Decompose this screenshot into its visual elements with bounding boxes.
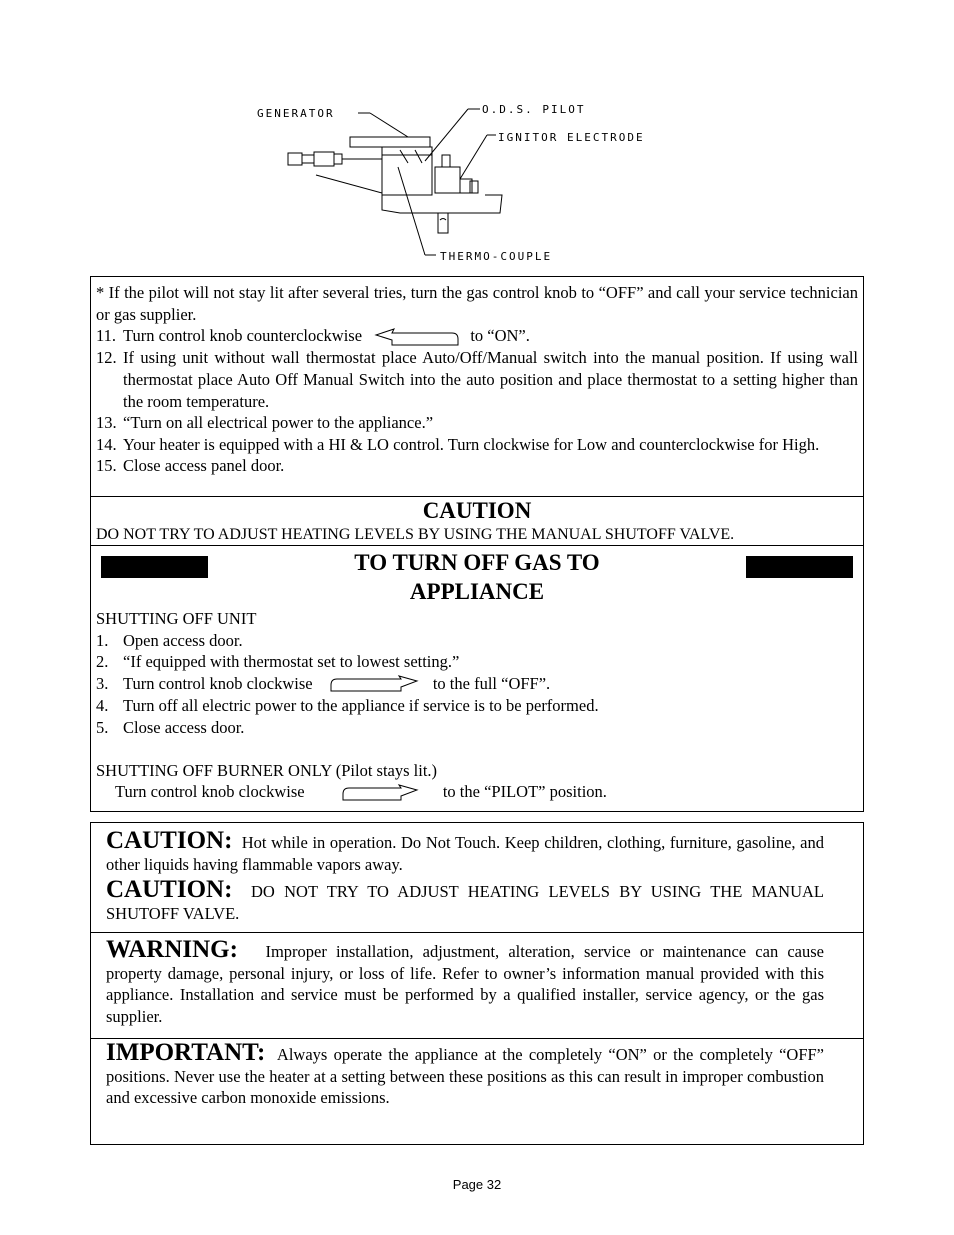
list-item xyxy=(96,651,858,673)
step-number: 15. xyxy=(96,456,117,476)
step-text: “Turn on all electrical power to the appliance.” xyxy=(123,413,434,433)
step-number: 5. xyxy=(96,717,109,737)
step-number: 1. xyxy=(96,630,109,650)
list-item xyxy=(96,325,858,347)
step-text: Close access door. xyxy=(123,717,245,737)
step-number: 12. xyxy=(96,348,117,368)
generator-label: GENERATOR xyxy=(257,107,335,120)
caution-label: CAUTION: xyxy=(106,827,233,854)
caution-hot-section xyxy=(106,827,824,875)
step-number: 11. xyxy=(96,326,117,346)
caution-text: DO NOT TRY TO ADJUST HEATING LEVELS BY USING THE MANUAL SHUTOFF VALVE. xyxy=(96,526,735,543)
list-item xyxy=(96,434,858,456)
turn-off-title-line1: TO TURN OFF GAS TO xyxy=(354,550,600,575)
turn-off-title-line2: APPLIANCE xyxy=(409,579,545,604)
step-number: 13. xyxy=(96,413,117,433)
warning-section xyxy=(106,936,825,1027)
burner-only-instruction: Turn control knob clockwise to the “PILOT” position. xyxy=(96,781,858,803)
step-text: Turn control knob clockwise xyxy=(123,673,313,693)
step-text: Close access panel door. xyxy=(123,456,285,476)
step-text: “If equipped with thermostat set to lowest setting.” xyxy=(123,652,460,672)
step-number: 4. xyxy=(96,696,109,715)
black-bar-left xyxy=(101,556,208,578)
step-number: 3. xyxy=(96,673,109,693)
turn-off-gas-box xyxy=(90,545,864,812)
list-item xyxy=(96,412,858,434)
pilot-assembly-diagram xyxy=(250,95,700,267)
caution-label: CAUTION: xyxy=(106,876,233,903)
clockwise-arrow-icon xyxy=(329,675,421,695)
step-number: 14. xyxy=(96,434,117,454)
warning-text: Improper installation, adjustment, alteration, service or maintenance can cause property damage, personal injury, or loss of life. Refer to owner’s information manual provided with this appliance. Installation and service must be performed by a qualified installer, service agency, or the gas supplier. xyxy=(106,942,825,1026)
page-number: Page 32 xyxy=(452,1177,502,1192)
step-text: Your heater is equipped with a HI & LO control. Turn clockwise for Low and counterclockwise for High. xyxy=(123,434,820,454)
pilot-instructions-box xyxy=(90,276,864,497)
counterclockwise-arrow-icon xyxy=(372,327,460,347)
step-text: If using unit without wall thermostat place Auto/Off/Manual switch into the manual position. If using wall thermostat place Auto Off Manual Switch into the auto position and place thermostat to a setting higher than the room temperature. xyxy=(123,348,858,411)
step-text: to “ON”. xyxy=(470,326,530,346)
list-item xyxy=(96,630,858,652)
list-item xyxy=(96,673,858,695)
step-number: 2. xyxy=(96,652,109,672)
ods-pilot-label: O.D.S. PILOT xyxy=(482,103,586,116)
important-section xyxy=(106,1039,825,1109)
caution-adjust-section xyxy=(106,876,825,924)
pilot-steps-list xyxy=(96,325,858,477)
list-item xyxy=(96,717,858,739)
pilot-note: * If the pilot will not stay lit after several tries, turn the gas control knob to “OFF” and call your service technician or gas supplier. xyxy=(96,283,858,324)
black-bar-right xyxy=(746,556,853,578)
turn-off-steps-list xyxy=(96,630,858,739)
caution-adjust-text: DO NOT TRY TO ADJUST HEATING LEVELS BY USING THE MANUAL SHUTOFF VALVE. xyxy=(106,882,825,923)
important-label: IMPORTANT: xyxy=(106,1039,266,1066)
list-item xyxy=(96,455,858,477)
list-item xyxy=(96,695,858,717)
thermocouple-label: THERMO-COUPLE xyxy=(440,250,553,263)
caution-title: CAUTION xyxy=(422,498,532,523)
warning-label: WARNING: xyxy=(106,936,238,963)
step-text: Turn off all electric power to the appliance if service is to be performed. xyxy=(123,696,599,715)
step-text: Open access door. xyxy=(123,630,243,650)
list-item xyxy=(96,347,858,412)
shutting-off-unit-heading: SHUTTING OFF UNIT xyxy=(96,609,257,628)
burner-only-heading: SHUTTING OFF BURNER ONLY (Pilot stays lit.) xyxy=(96,760,438,780)
caution-hot-text: Hot while in operation. Do Not Touch. Keep children, clothing, furniture, gasoline, and other liquids having flammable vapors away. xyxy=(106,833,824,874)
step-text: Turn control knob counterclockwise xyxy=(123,326,363,346)
ignitor-electrode-label: IGNITOR ELECTRODE xyxy=(498,131,645,144)
step-text: to the full “OFF”. xyxy=(432,673,551,693)
caution-box xyxy=(90,496,864,546)
important-text: Always operate the appliance at the completely “ON” or the completely “OFF” positions. Never use the heater at a setting between these positions as this can result in improper combustion and excessive carbon monoxide emissions. xyxy=(106,1045,825,1108)
clockwise-arrow-icon xyxy=(341,784,421,804)
